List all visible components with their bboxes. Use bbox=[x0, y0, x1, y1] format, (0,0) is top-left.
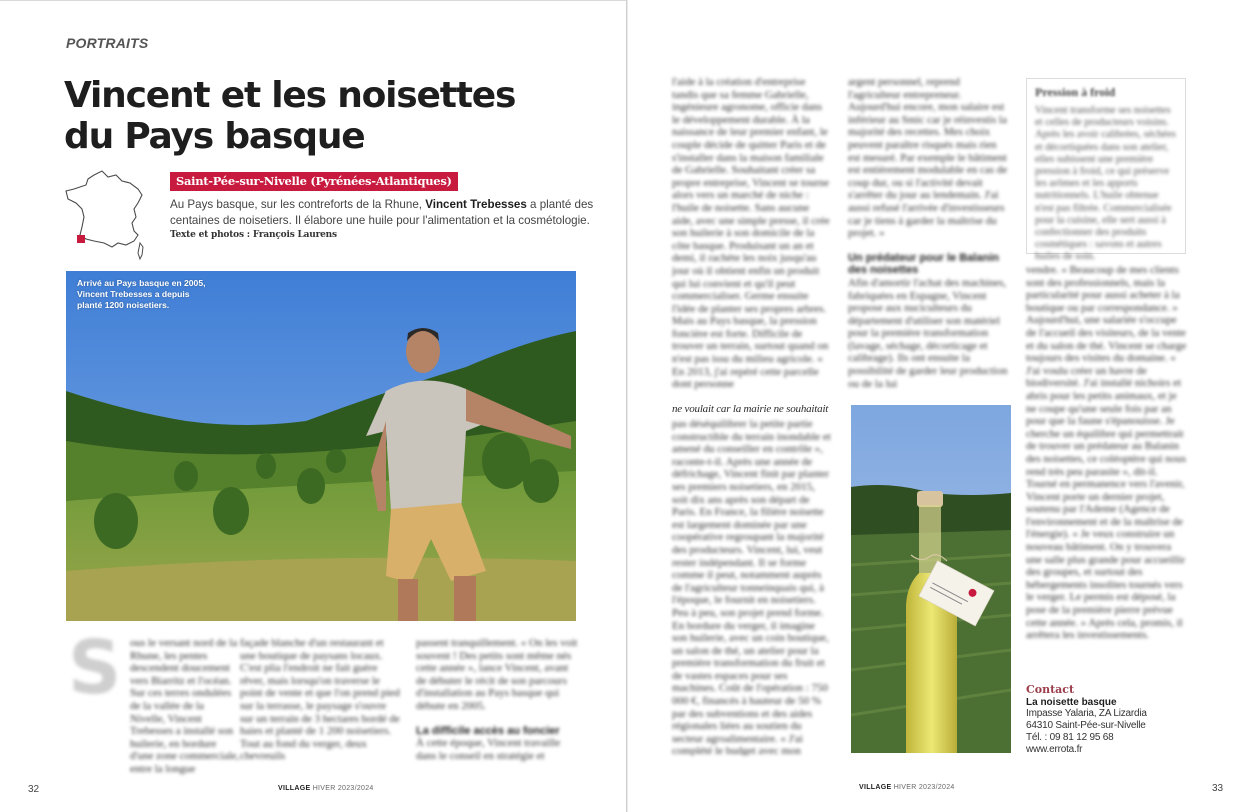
headline-line-2: du Pays basque bbox=[64, 116, 365, 157]
photo-caption: Arrivé au Pays basque en 2005, Vincent Trebesses a depuis planté 1200 noisetiers. bbox=[77, 278, 206, 310]
body-text: passent tranquillement. « On les voit souvent ! Des petits sont même nés cette année », lance Vincent, avant de débuter le récit de son parcours d'installation au Pays basque qui débute en 2005. bbox=[416, 637, 578, 712]
body-text: Afin d'amortir l'achat des machines, fabriquées en Espagne, Vincent propose aux nuciculteurs du département d'utiliser son matériel pour la première transformation (lavage, séchage, décorticage et calibrage). Ils ont ensuite la possibilité de garder leur production ou de la lui bbox=[848, 276, 1008, 390]
body-column-2 bbox=[240, 637, 400, 763]
body-column-3 bbox=[416, 637, 581, 762]
body-text: argent personnel, reprend l'agriculteur entrepreneur. Aujourd'hui encore, mon salaire est inférieur au Smic car je réinvestis la majorité des recettes. Mes choix peuvent paraître risqués mais rien est mesuré. Par exemple le bâtiment est entièrement modulable en cas de coup dur, ou si l'activité devait s'arrêter du jour au lendemain. J'ai aussi refusé l'arrivée d'investisseurs car je tiens à garder la maîtrise du projet. » bbox=[848, 76, 1008, 240]
body-column-5 bbox=[848, 76, 1008, 390]
location-tag: Saint-Pée-sur-Nivelle (Pyrénées-Atlantiques) bbox=[170, 172, 458, 191]
contact-business-name: La noisette basque bbox=[1026, 697, 1117, 708]
section-rubric: PORTRAITS bbox=[66, 35, 149, 51]
article-headline bbox=[64, 75, 604, 157]
body-text: ous le versant nord de la Rhune, les pentes descendent doucement vers Biarritz et l'océan. Sur ces terres ondulées de la vallée de la Nivelle, Vincent Trebesses a installé son huilerie, en bordure d'une zone commerciale, entre la longue bbox=[130, 637, 240, 775]
contact-phone: Tél. : 09 81 12 95 68 bbox=[1026, 732, 1114, 743]
body-text: vendre. « Beaucoup de mes clients sont des professionnels, mais la particularité pour aussi acheter à la boutique ou par correspondance. » Aujourd'hui, une salariée s'occupe de l'accueil des visiteurs, de la vente et du salon de thé. Vincent se charge toujours des visites du domaine. « J'ai voulu créer un havre de biodiversité. J'ai installé nichoirs et abris pour les petits animaux, et je ne coupe qu'une seule fois par an pour que la faune s'épanouisse. Je cherche un équilibre qui permettrait de trouver un prédateur au Balanin des noisettes, ce coléoptère qui nous rend très peu parasite », dit-il. Tourné en permanence vers l'avenir, Vincent porte un dernier projet, soutenu par l'Ademe (Agence de l'environnement et de la maîtrise de l'énergie). « Je veux construire un nouveau bâtiment. On y trouvera une salle plus grande pour accueillir des groupes, et surtout des hébergements insolites tournés vers le verger. Le permis est déposé, la pose de la première pierre prévue cette année. » Après cela, promis, il arrêtera les investissements. bbox=[1026, 264, 1187, 642]
article-lead bbox=[170, 197, 610, 229]
drop-cap: S bbox=[68, 625, 122, 711]
body-text-sharp-line: ne voulait car la mairie ne souhaitait bbox=[672, 403, 829, 415]
contact-address-1: Impasse Yalaria, ZA Lizardia bbox=[1026, 708, 1147, 719]
contact-address-2: 64310 Saint-Pée-sur-Nivelle bbox=[1026, 720, 1146, 731]
magazine-issue: HIVER 2023/2024 bbox=[312, 785, 374, 792]
contact-website-link[interactable]: www.errota.fr bbox=[1026, 744, 1083, 755]
contact-block bbox=[1026, 683, 1206, 756]
body-text: l'aide à la création d'entreprise tandis que sa femme Gabrielle, ingénieure agronome, officie dans le développement durable. À la naissance de leur premier enfant, le couple décide de quitter Paris et de s'installer dans la maison familiale de Gabrielle. Souhaitant créer sa propre entreprise, Vincent se tourne alors vers un marché de niche : l'huile de noisette. Sans aucune aide, avec une simple presse, il crée son huilerie à son domicile de la côte basque. Produisant un an et demi, il rachète les noix jusqu'au jour où il obtient enfin un produit qui lui convient et qu'il peut commercialiser. Germe ensuite l'idée de planter ses propres arbres. Mais au Pays basque, la pression foncière est forte. Difficile de trouver un terrain, surtout quand on n'est pas issu du milieu agricole. « En 2013, j'ai repéré cette parcelle dont personne bbox=[672, 76, 830, 391]
magazine-footer-left bbox=[278, 785, 374, 792]
body-text: façade blanche d'un restaurant et une boutique de paysans locaux. C'est plia l'endroit ne fait guère rêver, mais lorsqu'on traverse le point de vente et que l'on prend pied sur la terrasse, le paysage s'ouvre sur un terrain de 3 hectares bordé de haies et planté de 1 200 noisetiers. Tout au fond du verger, deux chevreuils bbox=[240, 637, 400, 763]
sidebar-title: Pression à froid bbox=[1035, 85, 1116, 99]
body-subhead: Un prédateur pour le Balanin des noisettes bbox=[848, 251, 999, 277]
contact-heading: Contact bbox=[1026, 683, 1075, 696]
lead-person-name: Vincent Trebesses bbox=[425, 198, 527, 211]
lead-text-2: a planté des centaines de noisetiers. Il élabore une huile pour l'alimentation et la cosmétologie. bbox=[170, 198, 594, 227]
body-subhead: La difficile accès au foncier bbox=[416, 724, 560, 737]
photo-oil-bottle bbox=[851, 405, 1011, 753]
france-map-icon bbox=[64, 169, 148, 261]
main-photo-orchard bbox=[66, 271, 576, 621]
body-column-4-continued bbox=[672, 418, 832, 756]
headline-line-1: Vincent et les noisettes bbox=[64, 75, 516, 116]
page-number-left: 32 bbox=[28, 784, 40, 795]
author-credit: Texte et photos : François Laurens bbox=[170, 230, 337, 240]
page-number-right: 33 bbox=[1212, 783, 1224, 794]
body-text: À cette époque, Vincent travaille dans le conseil en stratégie et bbox=[416, 737, 561, 762]
sidebar-body: Vincent transforme ses noisettes et celles de producteurs voisins. Après les avoir calibrées, séchées et décortiquées dans son atelier, elles subissent une première pression à froid, ce qui préserve les arômes et les apports nutritionnels. L'huile obtenue n'est pas filtrée. Commercialisée pour la cuisine, elle sert aussi à confectionner des produits cosmétiques : savons et autres huiles de soin. bbox=[1035, 105, 1176, 263]
body-column-1 bbox=[130, 637, 240, 776]
magazine-issue: HIVER 2023/2024 bbox=[893, 784, 955, 791]
body-text: pas déséquilibrer la petite partie constructible du terrain inondable et amené du conseiller en contrôle », raconte-t-il. Après une année de défrichage, Vincent finit par planter ses premiers noisetiers, en 2015, soit dix ans après son départ de Paris. En France, la filière noisette est largement dominée par une coopérative regroupant la majorité des producteurs. Vincent, lui, veut rester indépendant. Il se forme comme il peut, notamment auprès de l'agriculteur tonneinquais qui, à l'époque, le fournit en noisetiers. Peu à peu, son projet prend forme. En bordure du verger, il imagine son huilerie, avec un coin boutique, un salon de thé, un atelier pour la première transformation du fruit et de vastes espaces pour ses machines. Coût de l'opération : 750 000 €, financés à hauteur de 50 % par des subventions et des aides régionales liées au soutien du secteur agroalimentaire. « J'ai complété le budget avec mon bbox=[672, 418, 831, 756]
magazine-brand: VILLAGE bbox=[278, 785, 311, 792]
sidebar-box bbox=[1026, 78, 1186, 263]
lead-text-1: Au Pays basque, sur les contreforts de la Rhune, bbox=[170, 198, 426, 211]
magazine-footer-right bbox=[859, 784, 955, 791]
magazine-brand: VILLAGE bbox=[859, 784, 892, 791]
body-column-6 bbox=[1026, 264, 1188, 672]
